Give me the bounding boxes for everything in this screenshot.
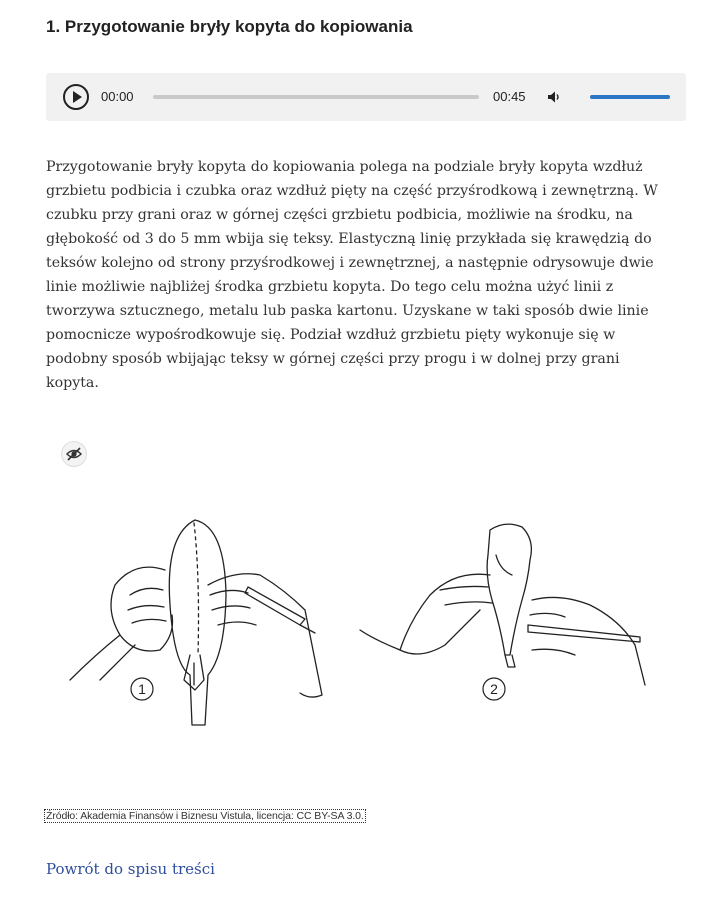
play-button[interactable] bbox=[63, 84, 89, 110]
shoe-last-illustration bbox=[60, 515, 660, 735]
volume-icon[interactable] bbox=[546, 89, 562, 105]
hide-image-button[interactable] bbox=[61, 441, 87, 467]
section-title: 1. Przygotowanie bryły kopyta do kopiowania bbox=[46, 17, 413, 36]
body-paragraph: Przygotowanie bryły kopyta do kopiowania polega na podziale bryły kopyta wzdłuż grzbietu podbicia i czubka oraz wzdłuż pięty na część przyśrodkową i zewnętrzną. W czubku przy grani oraz w górnej części grzbietu podbicia, możliwie na środku, na głębokość od 3 do 5 mm wbija się teksy. Elastyczną linię przykłada się krawędzią do teksów kolejno od strony przyśrodkowej i zewnętrznej, a następnie odrysowuje dwie linie możliwie najbliżej środka grzbietu kopyta. Do tego celu można użyć linii z tworzywa sztucznego, metalu lub paska kartonu. Uzyskane w taki sposób dwie linie pomocnicze wypośrodkowuje się. Podział wzdłuż grzbietu pięty wykonuje się w podobny sposób wbijając teksy w górnej części przy progu i w dolnej przy grani kopyta. bbox=[46, 159, 658, 391]
volume-slider[interactable] bbox=[590, 95, 670, 99]
figure-label-1: 1 bbox=[138, 681, 146, 697]
play-icon bbox=[72, 91, 82, 103]
eye-slash-icon bbox=[66, 446, 82, 462]
image-source-caption: Źródło: Akademia Finansów i Biznesu Vistula, licencja: CC BY-SA 3.0. bbox=[46, 810, 364, 822]
current-time: 00:00 bbox=[101, 89, 134, 104]
audio-player bbox=[46, 73, 686, 121]
duration-time: 00:45 bbox=[493, 89, 526, 104]
figure-label-2: 2 bbox=[490, 681, 498, 697]
seek-bar[interactable] bbox=[153, 95, 479, 99]
back-to-toc-link[interactable]: Powrót do spisu treści bbox=[46, 860, 215, 878]
volume-level bbox=[590, 95, 670, 99]
